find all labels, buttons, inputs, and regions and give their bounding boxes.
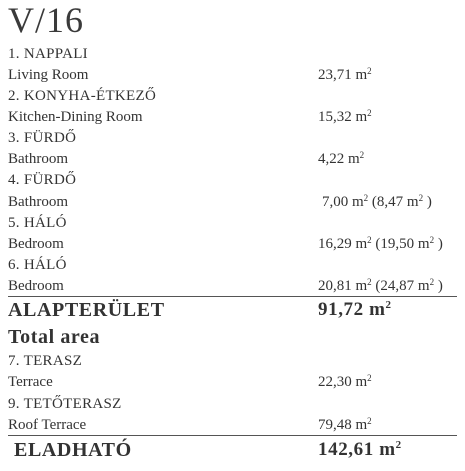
divider-line [8,435,457,436]
room-1-name-hu: 1. NAPPALI [8,46,88,62]
base-area-label-en: Total area [8,326,101,348]
roof-terrace-area: 79,48 $m^2$ [318,416,372,433]
room-6-name-en: Bedroom [8,278,64,294]
terrace-name-hu: 7. TERASZ [8,353,83,369]
room-5-name-hu: 5. HÁLÓ [8,215,67,231]
terrace-area: 22,30 $m^2$ [318,373,372,390]
room-4-row [8,192,465,213]
roof-terrace-row [8,415,465,436]
roof-terrace-name-en: Roof Terrace [8,417,87,433]
sellable-label: ELADHATÓ [14,439,132,461]
terrace-row [8,372,465,393]
room-6-row [8,276,465,297]
terrace-name-en: Terrace [8,374,53,390]
room-1-area: 23,71 $m^2$ [318,66,372,83]
room-4-area: 7,00 $m^2$ (8,47 $m^2$ ) [322,193,432,210]
room-4-name-hu: 4. FÜRDŐ [8,172,77,188]
room-3-name-hu: 3. FÜRDŐ [8,130,77,146]
base-area-value: 91,72 $m^2$ [318,299,392,320]
room-3-name-en: Bathroom [8,151,68,167]
roof-terrace-name-hu: 9. TETŐTERASZ [8,396,122,412]
room-2-name-en: Kitchen-Dining Room [8,109,143,125]
base-area-row [8,297,465,323]
room-1-name-en: Living Room [8,67,89,83]
sellable-row [14,437,465,465]
apartment-title: V/16 [8,0,84,40]
room-3-row [8,149,465,170]
room-2-row [8,107,465,128]
room-4-name-en: Bathroom [8,194,68,210]
room-6-area: 20,81 $m^2$ (24,87 $m^2$ ) [318,277,443,294]
room-3-area: 4,22 $m^2$ [318,150,365,167]
base-area-label: ALAPTERÜLET [8,299,165,321]
room-2-name-hu: 2. KONYHA-ÉTKEZŐ [8,88,157,104]
room-5-row [8,234,465,255]
room-2-area: 15,32 $m^2$ [318,108,372,125]
room-6-name-hu: 6. HÁLÓ [8,257,67,273]
room-1-row [8,65,465,86]
room-5-area: 16,29 $m^2$ (19,50 $m^2$ ) [318,235,443,252]
room-5-name-en: Bedroom [8,236,64,252]
sellable-value: 142,61 $m^2$ [318,439,402,460]
